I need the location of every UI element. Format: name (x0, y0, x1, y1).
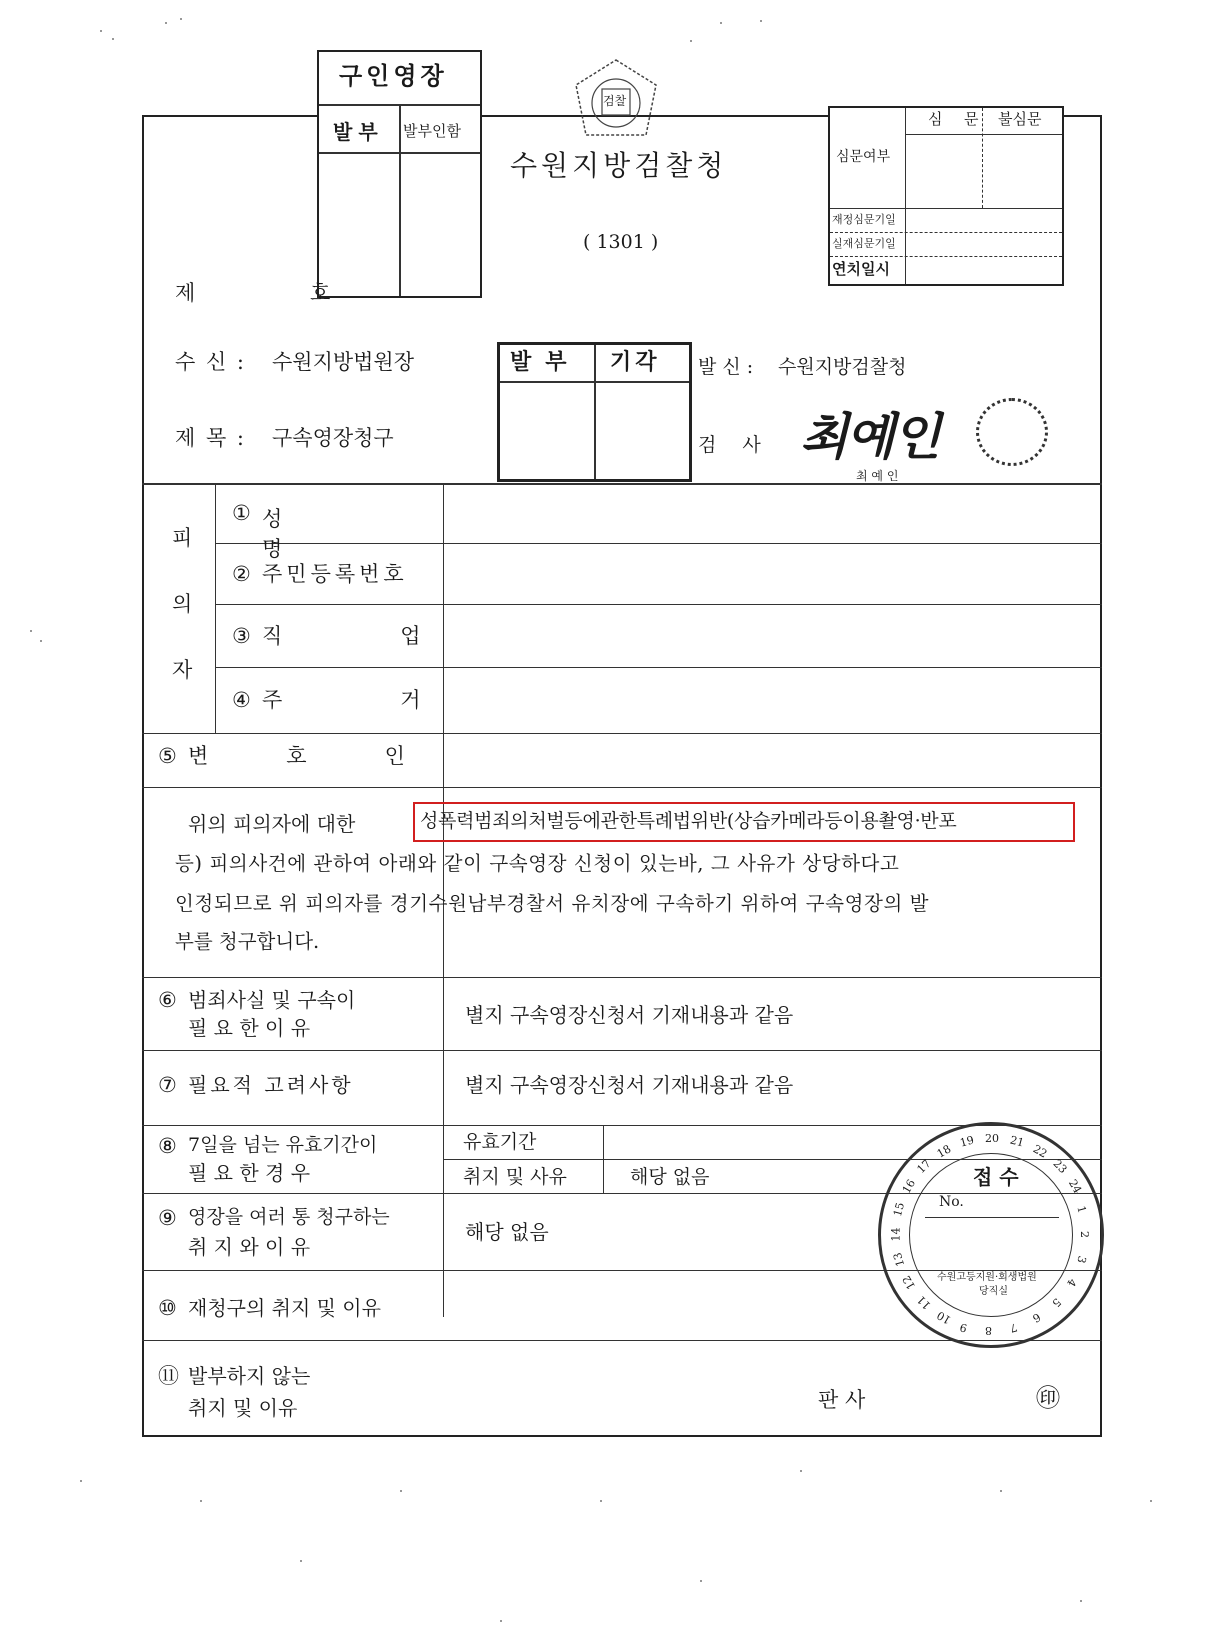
arrest-stamp-col2: 발부인함 (403, 122, 461, 140)
sender-label: 발 신 : (698, 356, 754, 378)
receipt-stamp-number: 11 (914, 1292, 934, 1312)
row6-label1: 범죄사실 및 구속이 (188, 988, 356, 1012)
lawyer-label: 변호인 (188, 744, 483, 768)
receipt-stamp-number: 12 (899, 1273, 918, 1292)
row9-value: 해당 없음 (465, 1220, 549, 1244)
hearing-row-2: 실재심문기일 (832, 237, 896, 250)
receipt-stamp-number: 20 (985, 1132, 999, 1145)
body-line4: 부를 청구합니다. (175, 930, 320, 953)
row8-label2: 필 요 한 경 우 (188, 1161, 311, 1185)
receipt-stamp-number: 23 (1050, 1157, 1070, 1177)
hearing-col-3: 불심문 (998, 110, 1042, 128)
receipt-stamp-number: 13 (891, 1250, 908, 1268)
suspect-group-char-3: 자 (172, 658, 193, 682)
body-line2: 등) 피의사건에 관하여 아래와 같이 구속영장 신청이 있는바, 그 사유가 상당하다고 (175, 852, 900, 875)
receipt-stamp-title: 접 수 (973, 1165, 1019, 1189)
receipt-stamp-number: 22 (1030, 1142, 1050, 1161)
row9-num: ⑨ (158, 1206, 177, 1230)
receipt-stamp-org2: 당직실 (979, 1286, 1008, 1297)
receipt-stamp-org: 수원고등지원·회생법원 (937, 1272, 1037, 1283)
row8-sub2: 취지 및 사유 (463, 1166, 567, 1188)
body-line3: 인정되므로 위 피의자를 경기수원남부경찰서 유치장에 구속하기 위하여 구속영장의 발 (175, 892, 930, 915)
office-title: 수원지방검찰청 (510, 149, 728, 182)
receipt-stamp-number: 16 (899, 1177, 918, 1196)
row11-label1: 발부하지 않는 (188, 1364, 311, 1388)
receipt-stamp-number: 21 (1008, 1133, 1026, 1150)
row8-value2: 해당 없음 (630, 1166, 710, 1188)
hearing-row-3: 연치일시 (832, 260, 890, 278)
suspect-group-char-1: 피 (172, 526, 193, 550)
office-seal-icon (566, 55, 666, 145)
arrest-stamp-col1: 발부 (333, 120, 384, 144)
prosecutor-seal-icon (976, 398, 1048, 466)
hearing-col-2: 문 (964, 110, 979, 128)
row8-num: ⑧ (158, 1134, 177, 1158)
issue-decision-box (497, 342, 692, 482)
receipt-stamp-number: 1 (1074, 1204, 1089, 1215)
receipt-stamp-number: 4 (1064, 1276, 1080, 1289)
row8-label1: 7일을 넘는 유효기간이 (188, 1134, 378, 1156)
suspect-id-num: ② (232, 562, 251, 586)
row6-value: 별지 구속영장신청서 기재내용과 같음 (465, 1003, 794, 1027)
row9-label1: 영장을 여러 통 청구하는 (188, 1206, 390, 1228)
body-line1-prefix: 위의 피의자에 대한 (188, 812, 356, 836)
receipt-stamp-number: 19 (958, 1133, 976, 1150)
issue-col1: 발부 (510, 349, 581, 375)
receipt-stamp-number: 14 (889, 1227, 903, 1242)
receipt-stamp-number: 7 (1008, 1320, 1019, 1335)
doc-no-right: 호 (310, 281, 331, 305)
suspect-name-label: 성명 (262, 507, 345, 561)
row11-label2: 취지 및 이유 (188, 1396, 298, 1420)
row11-seal: ㊞ (1036, 1384, 1060, 1412)
receipt-stamp-no: No. (939, 1194, 964, 1210)
office-code: ( 1301 ) (583, 231, 659, 253)
hearing-status-box (828, 106, 1064, 286)
recipient-label: 수 신 : (175, 350, 246, 374)
arrest-warrant-stamp (317, 50, 482, 298)
lawyer-num: ⑤ (158, 744, 177, 768)
row8-sub1: 유효기간 (463, 1131, 537, 1153)
receipt-stamp (878, 1122, 1104, 1348)
row7-value: 별지 구속영장신청서 기재내용과 같음 (465, 1073, 794, 1097)
row9-label2: 취 지 와 이 유 (188, 1235, 311, 1259)
suspect-address-num: ④ (232, 688, 251, 712)
receipt-stamp-number: 2 (1078, 1231, 1091, 1238)
prosecutor-name: 최 예 인 (856, 469, 899, 483)
row10-num: ⑩ (158, 1296, 177, 1320)
sender-value: 수원지방검찰청 (778, 356, 907, 378)
receipt-stamp-number: 3 (1074, 1254, 1089, 1265)
receipt-stamp-number: 8 (985, 1324, 992, 1337)
row10-label1: 재청구의 취지 및 이유 (188, 1296, 381, 1320)
receipt-stamp-number: 18 (934, 1142, 954, 1161)
hearing-col-1: 심 (928, 110, 943, 128)
subject-label: 제 목 : (175, 426, 246, 450)
suspect-address-label: 주거 (262, 688, 539, 712)
prosecutor-signature: 최예인 (800, 408, 939, 466)
receipt-stamp-number: 5 (1049, 1295, 1064, 1310)
suspect-job-num: ③ (232, 624, 251, 648)
suspect-name-label-wrap (262, 503, 425, 563)
hearing-row-1: 재정심문기일 (832, 213, 896, 226)
receipt-stamp-number: 6 (1030, 1310, 1043, 1326)
seal-text: 검찰 (603, 94, 627, 108)
row6-num: ⑥ (158, 988, 177, 1012)
row11-num: ⑪ (158, 1364, 179, 1388)
row7-num: ⑦ (158, 1073, 177, 1097)
receipt-stamp-number: 24 (1065, 1177, 1085, 1196)
suspect-group-char-2: 의 (172, 592, 193, 616)
receipt-stamp-number: 9 (958, 1320, 969, 1335)
doc-no-left: 제 (175, 281, 196, 305)
hearing-row-label: 심문여부 (836, 149, 891, 165)
recipient-value: 수원지방법원장 (272, 350, 415, 374)
receipt-stamp-number: 15 (891, 1201, 908, 1219)
row7-label1: 필요적 고려사항 (188, 1073, 354, 1097)
arrest-warrant-stamp-title: 구인영장 (339, 61, 448, 90)
subject-value: 구속영장청구 (272, 426, 394, 450)
suspect-job-label: 직업 (262, 624, 539, 648)
receipt-stamp-number: 10 (934, 1308, 954, 1327)
row11-judge: 판 사 (818, 1388, 866, 1412)
prosecutor-label: 검 사 (698, 434, 771, 456)
row6-label2: 필 요 한 이 유 (188, 1016, 311, 1040)
suspect-id-label: 주민등록번호 (262, 562, 408, 586)
issue-col2: 기각 (610, 349, 661, 375)
suspect-name-num: ① (232, 501, 251, 525)
body-line1-offense: 성폭력범죄의처벌등에관한특례법위반(상습카메라등이용촬영·반포 (420, 810, 957, 832)
receipt-stamp-number: 17 (914, 1157, 934, 1177)
